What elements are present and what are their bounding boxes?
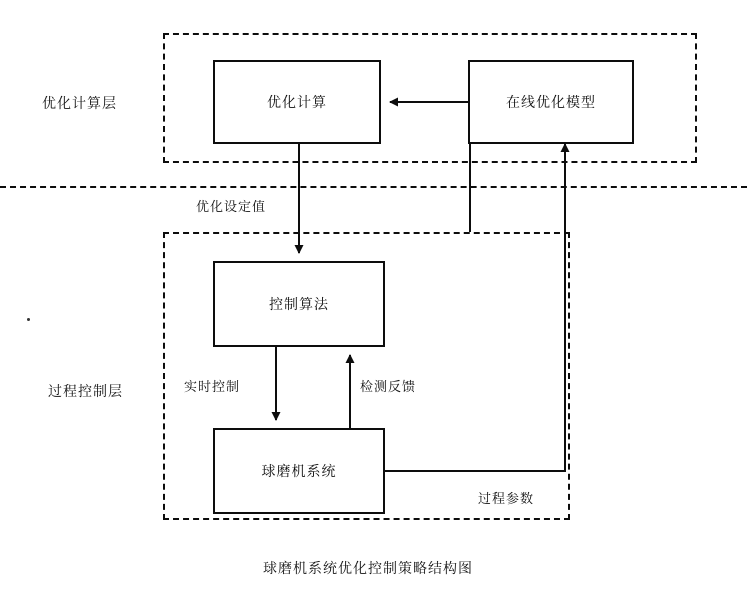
scan-speck: [27, 318, 30, 321]
layer-label-process-control: 过程控制层: [48, 383, 123, 399]
edge-label-realtime-control: 实时控制: [184, 379, 241, 394]
layer-divider: [0, 186, 747, 188]
layer-label-optimization: 优化计算层: [42, 95, 117, 111]
edge-label-optimized-setpoint: 优化设定值: [196, 199, 267, 214]
box-control-algorithm: 控制算法: [213, 261, 385, 347]
diagram-caption: 球磨机系统优化控制策略结构图: [263, 560, 473, 576]
box-optimization-calculation: 优化计算: [213, 60, 381, 144]
box-online-optimization-model: 在线优化模型: [468, 60, 634, 144]
edge-label-detection-feedback: 检测反馈: [360, 379, 417, 394]
box-ball-mill-system: 球磨机系统: [213, 428, 385, 514]
edge-label-process-parameters: 过程参数: [478, 491, 535, 506]
